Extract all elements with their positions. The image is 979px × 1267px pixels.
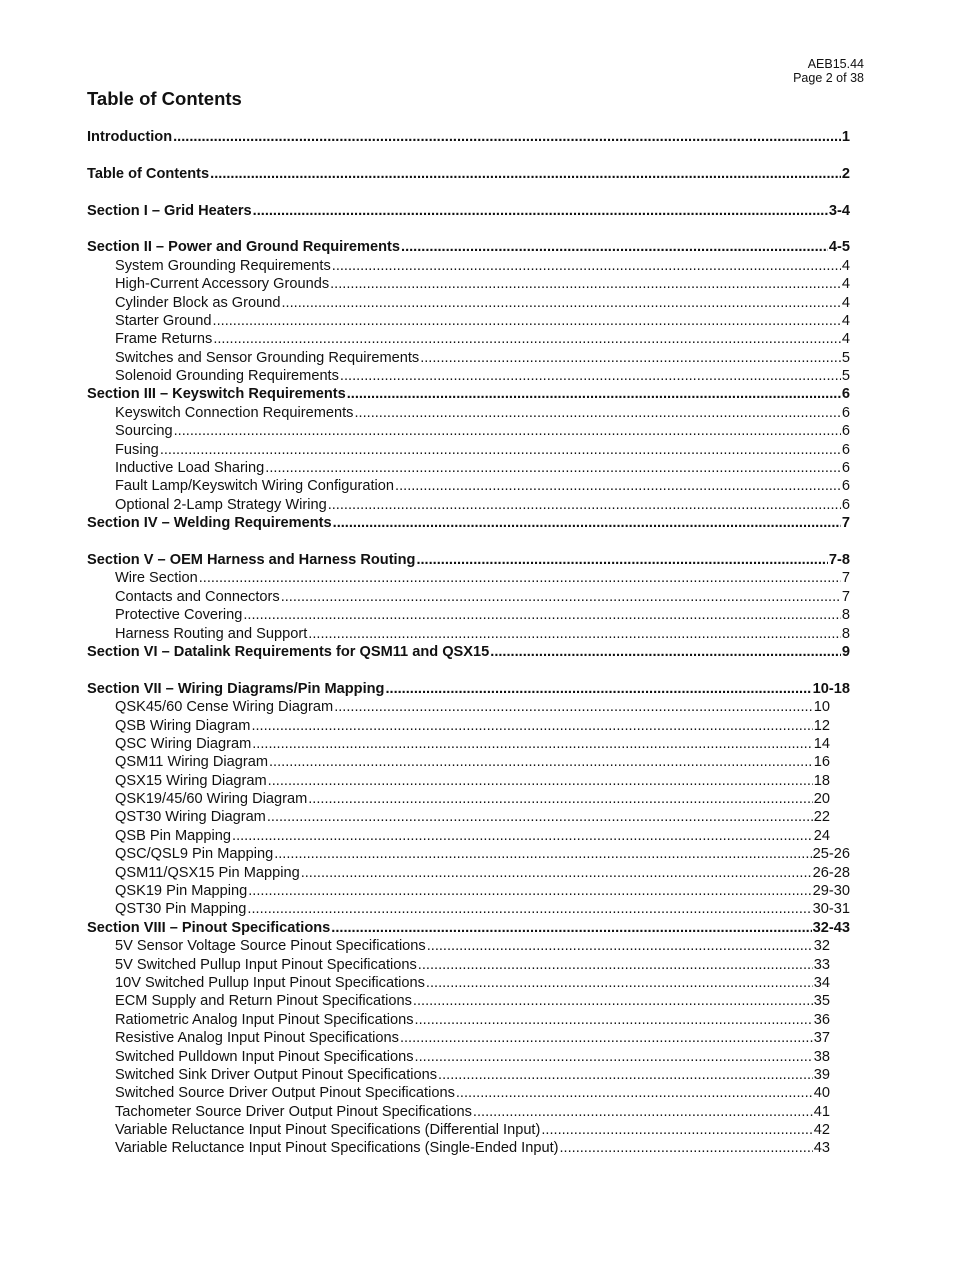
toc-entry-page: 41 [813, 1103, 830, 1120]
toc-section-entry[interactable] [87, 515, 850, 533]
toc-entry-page: 7 [841, 515, 850, 532]
toc-entry-title: Switches and Sensor Grounding Requirements [115, 349, 420, 366]
toc-subsection-entry[interactable] [87, 809, 850, 827]
dot-leader [418, 957, 813, 973]
toc-section-entry[interactable] [87, 920, 850, 938]
toc-subsection-entry[interactable] [87, 1085, 850, 1103]
dot-leader [347, 386, 841, 402]
toc-entry-page: 4 [841, 331, 850, 348]
toc-entry-page: 14 [813, 735, 830, 752]
toc-entry-title: QSK19/45/60 Wiring Diagram [115, 791, 308, 808]
toc-subsection-entry[interactable] [87, 846, 850, 864]
toc-entry-title: Tachometer Source Driver Output Pinout Specifications [115, 1103, 472, 1120]
dot-leader [426, 975, 813, 991]
dot-leader [541, 1122, 812, 1138]
toc-entry-title: Harness Routing and Support [115, 625, 308, 642]
toc-entry-title: 5V Switched Pullup Input Pinout Specifications [115, 956, 417, 973]
toc-entry-title: Starter Ground [115, 312, 212, 329]
toc-entry-page: 42 [813, 1122, 830, 1139]
dot-leader [438, 1067, 813, 1083]
table-of-contents [87, 129, 850, 1159]
toc-entry-page: 10-18 [812, 680, 850, 697]
toc-entry-title: 10V Switched Pullup Input Pinout Specifications [115, 974, 425, 991]
toc-entry-title: QSC Wiring Diagram [115, 735, 252, 752]
toc-entry-title: Section VII – Wiring Diagrams/Pin Mapping [87, 680, 385, 697]
toc-entry-page: 18 [813, 772, 830, 789]
dot-leader [174, 423, 841, 439]
dot-leader [253, 203, 828, 219]
dot-leader [213, 331, 841, 347]
toc-entry-title: Switched Pulldown Input Pinout Specifications [115, 1048, 414, 1065]
toc-entry-page: 8 [841, 625, 850, 642]
document-number: AEB15.44 [807, 57, 864, 71]
toc-section-entry[interactable] [87, 681, 850, 699]
dot-leader [415, 1049, 813, 1065]
toc-section-entry[interactable] [87, 552, 850, 570]
dot-leader [301, 865, 812, 881]
toc-entry-title: Section V – OEM Harness and Harness Routing [87, 551, 416, 568]
dot-leader [413, 993, 813, 1009]
toc-entry-title: Section III – Keyswitch Requirements [87, 386, 346, 403]
toc-entry-title: Solenoid Grounding Requirements [115, 368, 339, 385]
toc-subsection-entry[interactable] [87, 313, 850, 331]
toc-entry-page: 32 [813, 938, 830, 955]
dot-leader [268, 773, 813, 789]
toc-entry-title: System Grounding Requirements [115, 257, 331, 274]
toc-entry-title: Section II – Power and Ground Requirements [87, 239, 401, 256]
toc-subsection-entry[interactable] [87, 276, 850, 294]
toc-entry-title: QSK45/60 Cense Wiring Diagram [115, 699, 334, 716]
toc-entry-page: 5 [841, 368, 850, 385]
toc-entry-title: Section VI – Datalink Requirements for QSM11 and QSX15 [87, 643, 490, 660]
toc-subsection-entry[interactable] [87, 993, 850, 1011]
dot-leader [210, 166, 841, 182]
toc-entry-title: Table of Contents [87, 165, 210, 182]
toc-entry-page: 12 [813, 717, 830, 734]
dot-leader [243, 607, 841, 623]
toc-subsection-entry[interactable] [87, 1049, 850, 1067]
toc-entry-page: 16 [813, 754, 830, 771]
toc-entry-title: QSB Pin Mapping [115, 827, 232, 844]
dot-leader [331, 920, 811, 936]
toc-subsection-entry[interactable] [87, 423, 850, 441]
dot-leader [267, 809, 813, 825]
dot-leader [248, 883, 811, 899]
toc-subsection-entry[interactable] [87, 865, 850, 883]
toc-subsection-entry[interactable] [87, 295, 850, 313]
toc-subsection-entry[interactable] [87, 350, 850, 368]
toc-subsection-entry[interactable] [87, 460, 850, 478]
toc-entry-page: 4 [841, 312, 850, 329]
toc-subsection-entry[interactable] [87, 754, 850, 772]
toc-entry-page: 24 [813, 827, 830, 844]
toc-entry-title: QSM11/QSX15 Pin Mapping [115, 864, 300, 881]
toc-entry-title: Section VIII – Pinout Specifications [87, 919, 331, 936]
dot-leader [490, 644, 841, 660]
toc-entry-page: 6 [841, 423, 850, 440]
toc-entry-page: 7 [841, 588, 850, 605]
toc-entry-page: 32-43 [812, 919, 850, 936]
toc-subsection-entry[interactable] [87, 773, 850, 791]
dot-leader [247, 901, 811, 917]
toc-entry-title: Ratiometric Analog Input Pinout Specifications [115, 1011, 414, 1028]
toc-section-entry[interactable] [87, 129, 850, 147]
toc-entry-page: 22 [813, 809, 830, 826]
toc-subsection-entry[interactable] [87, 368, 850, 386]
toc-subsection-entry[interactable] [87, 957, 850, 975]
toc-subsection-entry[interactable] [87, 1067, 850, 1085]
toc-entry-page: 6 [841, 404, 850, 421]
toc-entry-page: 40 [813, 1085, 830, 1102]
toc-entry-title: Switched Sink Driver Output Pinout Specifications [115, 1066, 438, 1083]
toc-subsection-entry[interactable] [87, 607, 850, 625]
toc-entry-title: Switched Source Driver Output Pinout Specifications [115, 1085, 455, 1102]
toc-subsection-entry[interactable] [87, 791, 850, 809]
toc-entry-title: Resistive Analog Input Pinout Specifications [115, 1030, 399, 1047]
toc-entry-page: 4 [841, 257, 850, 274]
toc-subsection-entry[interactable] [87, 331, 850, 349]
page-number: Page 2 of 38 [793, 71, 864, 85]
toc-subsection-entry[interactable] [87, 626, 850, 644]
dot-leader [252, 736, 813, 752]
toc-entry-page: 8 [841, 607, 850, 624]
toc-subsection-entry[interactable] [87, 883, 850, 901]
toc-entry-page: 29-30 [812, 883, 850, 900]
toc-entry-title: Variable Reluctance Input Pinout Specifications (Single-Ended Input) [115, 1140, 559, 1157]
toc-entry-page: 4 [841, 294, 850, 311]
toc-section-entry[interactable] [87, 203, 850, 221]
toc-entry-page: 6 [841, 441, 850, 458]
dot-leader [559, 1140, 812, 1156]
toc-entry-page: 38 [813, 1048, 830, 1065]
toc-entry-page: 5 [841, 349, 850, 366]
dot-leader [340, 368, 841, 384]
dot-leader [308, 626, 841, 642]
toc-subsection-entry[interactable] [87, 901, 850, 919]
dot-leader [456, 1085, 813, 1101]
toc-subsection-entry[interactable] [87, 497, 850, 515]
toc-entry-title: Section I – Grid Heaters [87, 202, 252, 219]
dot-leader [265, 460, 841, 476]
toc-entry-page: 2 [841, 165, 850, 182]
dot-leader [473, 1104, 813, 1120]
toc-subsection-entry[interactable] [87, 570, 850, 588]
toc-entry-page: 37 [813, 1030, 830, 1047]
toc-subsection-entry[interactable] [87, 589, 850, 607]
dot-leader [334, 699, 813, 715]
toc-entry-title: QSK19 Pin Mapping [115, 883, 248, 900]
dot-leader [281, 589, 841, 605]
toc-entry-title: QST30 Wiring Diagram [115, 809, 266, 826]
toc-entry-title: Protective Covering [115, 607, 243, 624]
dot-leader [251, 718, 812, 734]
toc-entry-page: 3-4 [828, 202, 850, 219]
toc-subsection-entry[interactable] [87, 736, 850, 754]
toc-subsection-entry[interactable] [87, 1104, 850, 1122]
dot-leader [213, 313, 841, 329]
dot-leader [328, 497, 841, 513]
toc-entry-title: Wire Section [115, 570, 198, 587]
toc-entry-page: 6 [841, 386, 850, 403]
toc-entry-page: 4 [841, 276, 850, 293]
dot-leader [274, 846, 811, 862]
toc-entry-page: 25-26 [812, 846, 850, 863]
toc-subsection-entry[interactable] [87, 258, 850, 276]
dot-leader [308, 791, 813, 807]
toc-subsection-entry[interactable] [87, 1122, 850, 1140]
toc-subsection-entry[interactable] [87, 938, 850, 956]
toc-entry-title: QSB Wiring Diagram [115, 717, 251, 734]
dot-leader [281, 295, 840, 311]
toc-subsection-entry[interactable] [87, 828, 850, 846]
toc-entry-page: 4-5 [828, 239, 850, 256]
toc-entry-page: 7 [841, 570, 850, 587]
toc-entry-title: Contacts and Connectors [115, 588, 280, 605]
page-title: Table of Contents [87, 88, 242, 109]
dot-leader [332, 258, 841, 274]
dot-leader [160, 442, 841, 458]
toc-subsection-entry[interactable] [87, 442, 850, 460]
toc-subsection-entry[interactable] [87, 1140, 850, 1158]
dot-leader [199, 570, 841, 586]
toc-entry-title: Variable Reluctance Input Pinout Specifications (Differential Input) [115, 1122, 541, 1139]
toc-entry-page: 26-28 [812, 864, 850, 881]
page-header [0, 57, 864, 85]
toc-entry-page: 33 [813, 956, 830, 973]
toc-entry-title: ECM Supply and Return Pinout Specifications [115, 993, 412, 1010]
toc-entry-page: 7-8 [828, 551, 850, 568]
toc-entry-title: Keyswitch Connection Requirements [115, 404, 354, 421]
dot-leader [401, 239, 828, 255]
toc-entry-page: 10 [813, 699, 830, 716]
toc-subsection-entry[interactable] [87, 975, 850, 993]
toc-section-entry[interactable] [87, 239, 850, 257]
toc-entry-title: Inductive Load Sharing [115, 460, 265, 477]
toc-entry-title: Section IV – Welding Requirements [87, 515, 332, 532]
toc-entry-title: Frame Returns [115, 331, 213, 348]
dot-leader [269, 754, 813, 770]
toc-entry-title: 5V Sensor Voltage Source Pinout Specifications [115, 938, 426, 955]
toc-entry-title: QSX15 Wiring Diagram [115, 772, 267, 789]
toc-subsection-entry[interactable] [87, 718, 850, 736]
toc-entry-page: 35 [813, 993, 830, 1010]
toc-entry-page: 43 [813, 1140, 830, 1157]
toc-entry-title: Introduction [87, 129, 173, 145]
toc-entry-page: 30-31 [812, 901, 850, 918]
toc-entry-page: 20 [813, 791, 830, 808]
dot-leader [415, 1012, 813, 1028]
toc-subsection-entry[interactable] [87, 1030, 850, 1048]
toc-entry-title: QSM11 Wiring Diagram [115, 754, 268, 771]
toc-entry-title: Sourcing [115, 423, 173, 440]
toc-section-entry[interactable] [87, 644, 850, 662]
toc-subsection-entry[interactable] [87, 699, 850, 717]
dot-leader [400, 1030, 813, 1046]
toc-entry-title: Cylinder Block as Ground [115, 294, 281, 311]
toc-entry-page: 6 [841, 478, 850, 495]
toc-section-entry[interactable] [87, 386, 850, 404]
toc-section-entry[interactable] [87, 166, 850, 184]
toc-entry-title: High-Current Accessory Grounds [115, 276, 330, 293]
toc-entry-title: Fault Lamp/Keyswitch Wiring Configuration [115, 478, 395, 495]
toc-subsection-entry[interactable] [87, 1012, 850, 1030]
dot-leader [333, 515, 841, 531]
dot-leader [416, 552, 827, 568]
dot-leader [385, 681, 811, 697]
toc-subsection-entry[interactable] [87, 405, 850, 423]
toc-entry-title: QST30 Pin Mapping [115, 901, 247, 918]
toc-entry-page: 36 [813, 1011, 830, 1028]
toc-entry-title: Optional 2-Lamp Strategy Wiring [115, 496, 327, 513]
toc-entry-page: 9 [841, 643, 850, 660]
toc-entry-page: 39 [813, 1066, 830, 1083]
toc-entry-page: 34 [813, 974, 830, 991]
toc-entry-page: 1 [841, 129, 850, 145]
dot-leader [354, 405, 840, 421]
dot-leader [427, 938, 813, 954]
toc-entry-title: QSC/QSL9 Pin Mapping [115, 846, 274, 863]
toc-entry-title: Fusing [115, 441, 159, 458]
toc-subsection-entry[interactable] [87, 478, 850, 496]
dot-leader [395, 478, 841, 494]
dot-leader [232, 828, 813, 844]
toc-entry-page: 6 [841, 496, 850, 513]
dot-leader [330, 276, 841, 292]
dot-leader [173, 129, 841, 145]
dot-leader [420, 350, 841, 366]
toc-entry-page: 6 [841, 460, 850, 477]
